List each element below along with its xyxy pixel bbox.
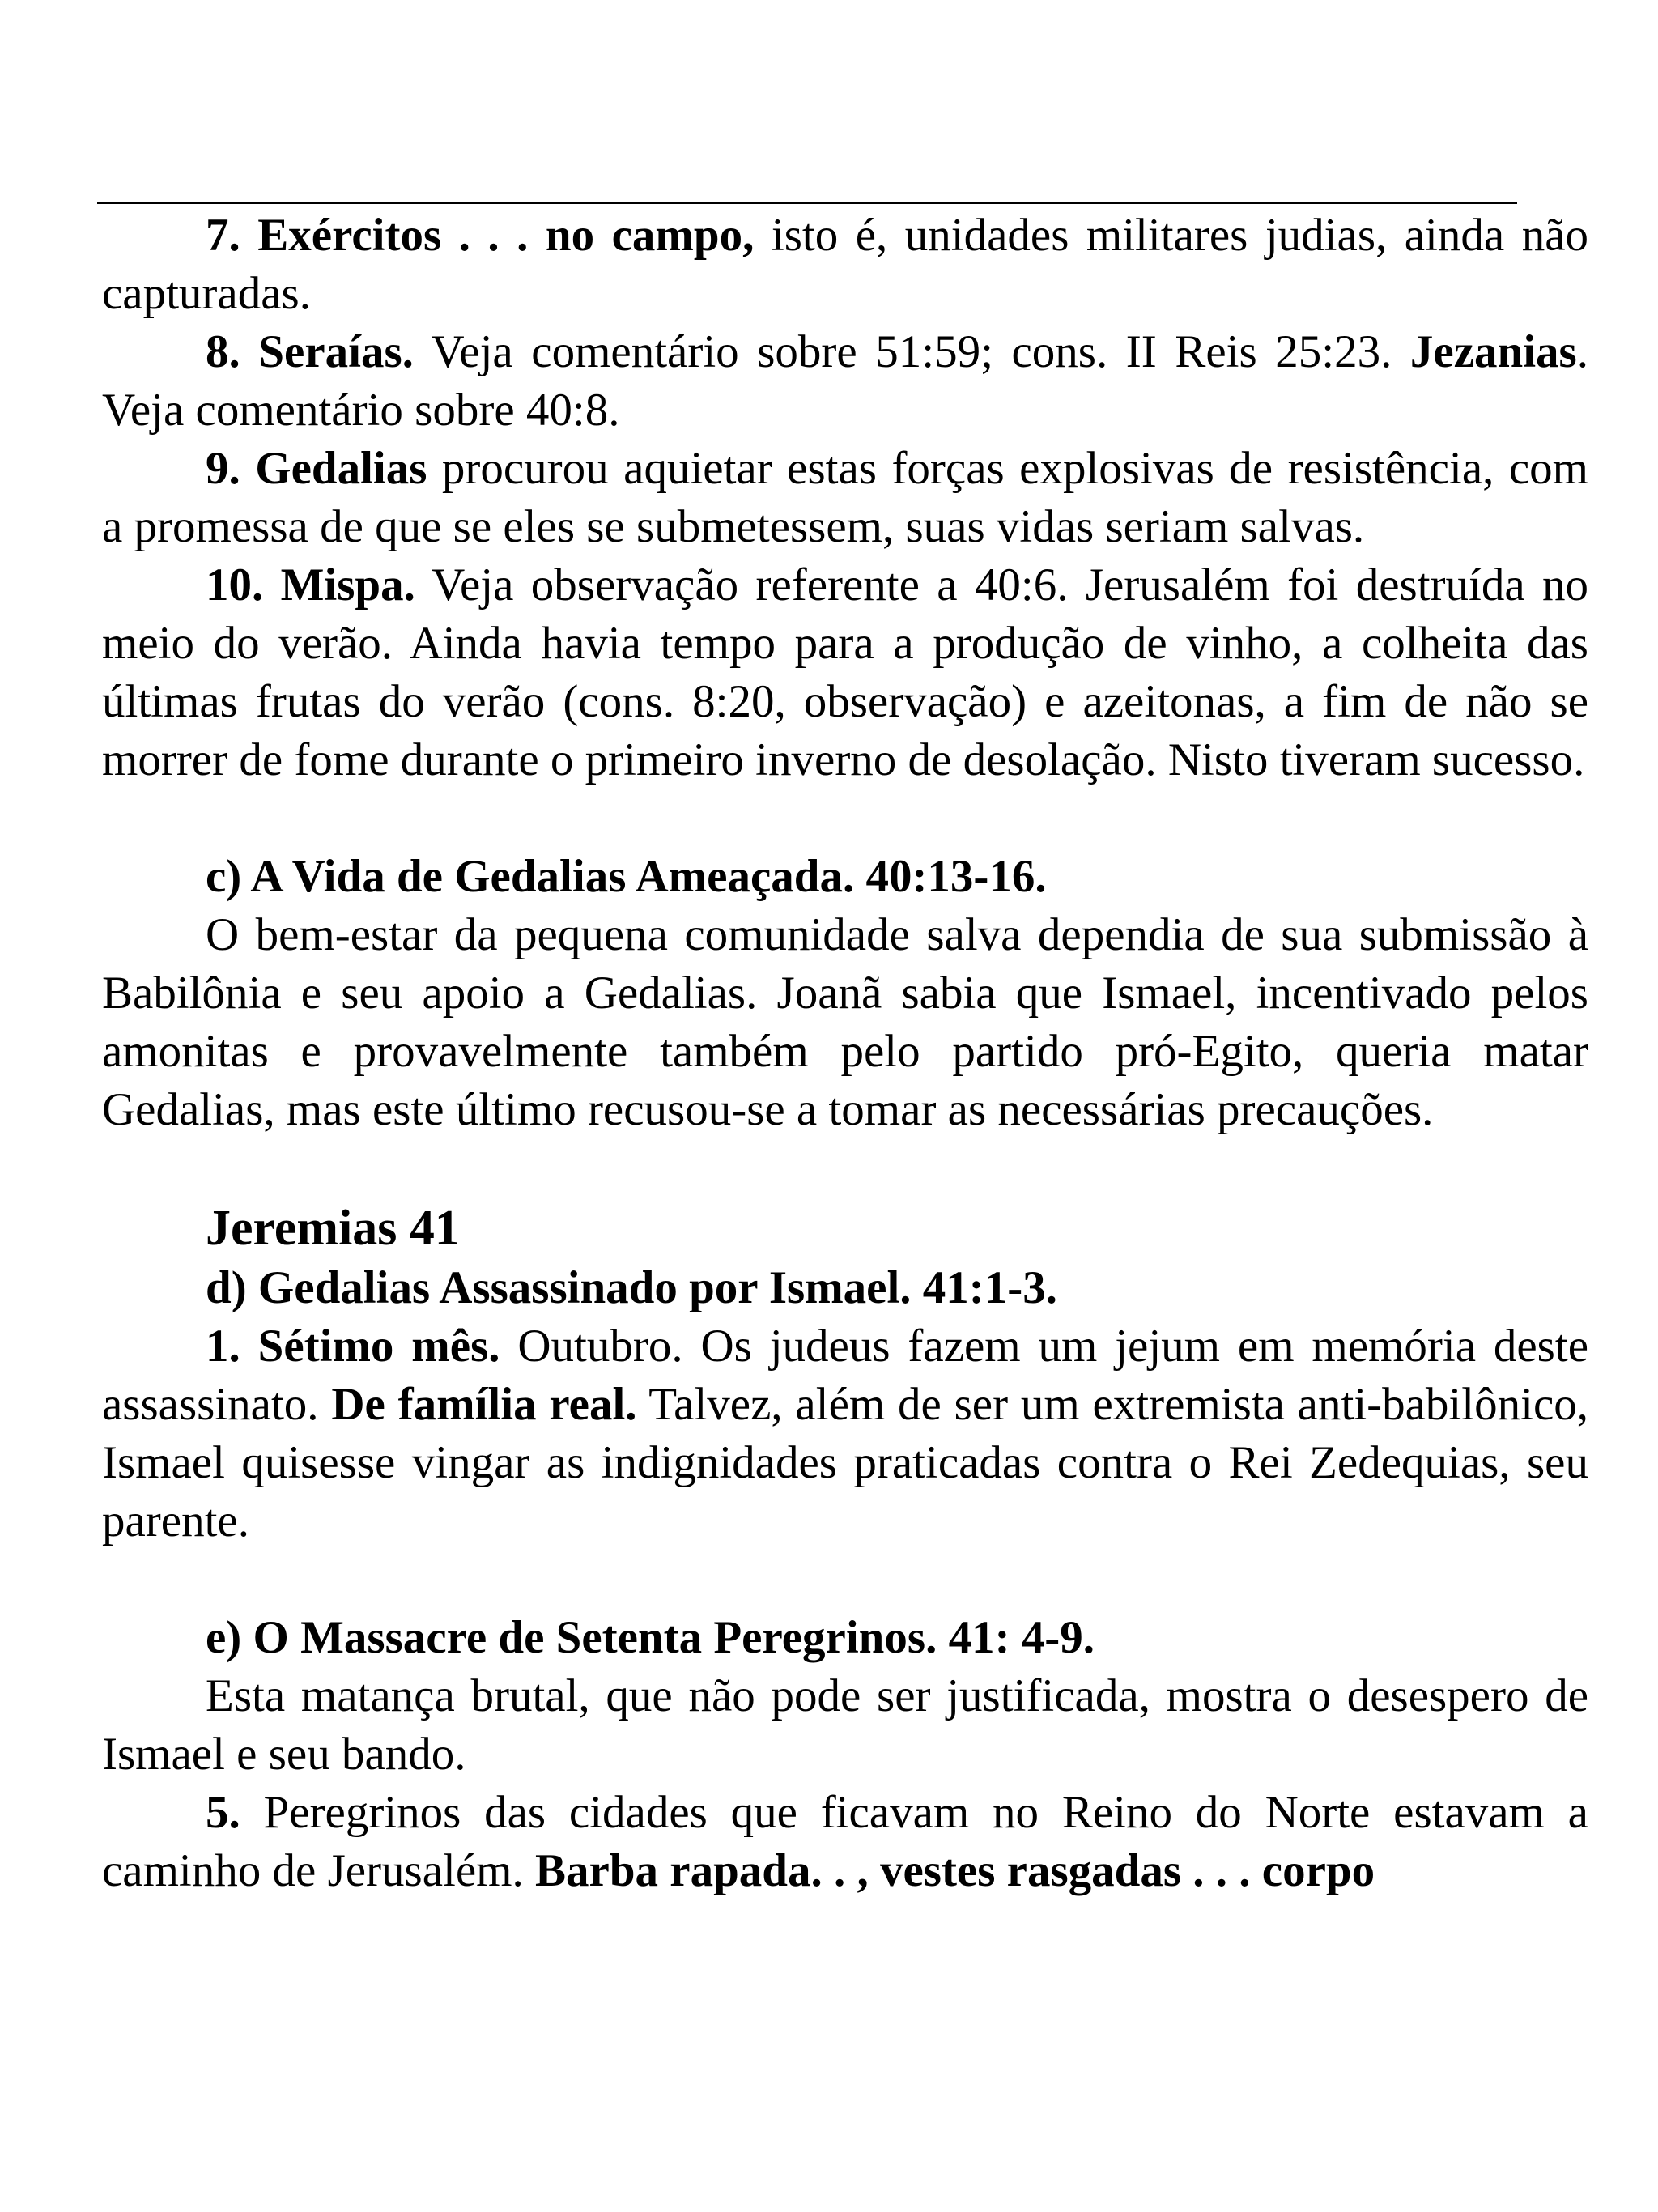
verse-text: Outubro. Os judeus fazem um jejum em memória deste assassinato. bbox=[102, 1321, 1588, 1430]
chapter-title: Jeremias 41 bbox=[206, 1201, 460, 1256]
section-e-verse-5 bbox=[102, 1784, 1588, 1900]
section-heading-c: c) A Vida de Gedalias Ameaçada. 40:13-16. bbox=[206, 851, 1047, 902]
spacer bbox=[102, 1551, 1588, 1609]
verse-text: isto é, unidades militares judias, ainda não capturadas. bbox=[102, 210, 1588, 319]
verse-text: Veja observação referente a 40:6. Jerusalém foi destruída no meio do verão. Ainda havia tempo para a produção de vinho, a colheita das últimas frutas do verão (cons. 8:20, observação) e azeitonas, a fim de não se morrer de fome durante o primeiro inverno de desolação. Nisto tiveram sucesso. bbox=[102, 559, 1588, 785]
verse-lead: 9. Gedalias bbox=[206, 443, 427, 494]
verse-lead-secondary: De família real. bbox=[331, 1379, 637, 1430]
paragraph-verse-10 bbox=[102, 556, 1588, 789]
paragraph-verse-8 bbox=[102, 323, 1588, 440]
verse-lead: 7. Exércitos . . . no campo, bbox=[206, 210, 755, 261]
verse-lead: 10. Mispa. bbox=[206, 559, 415, 610]
section-e-text: Esta matança brutal, que não pode ser justificada, mostra o desespero de Ismael e seu bando. bbox=[102, 1670, 1588, 1780]
verse-lead-secondary: Barba rapada. . , vestes rasgadas . . . corpo bbox=[535, 1845, 1375, 1896]
page-body bbox=[102, 206, 1588, 1900]
verse-text-secondary: . Veja comentário sobre 40:8. bbox=[102, 326, 1588, 436]
header-rule bbox=[97, 202, 1517, 204]
section-d-text bbox=[102, 1317, 1588, 1551]
section-heading-e: e) O Massacre de Setenta Peregrinos. 41: 4-9. bbox=[206, 1612, 1095, 1663]
verse-lead: 1. Sétimo mês. bbox=[206, 1321, 500, 1372]
paragraph-verse-7 bbox=[102, 206, 1588, 323]
verse-lead: 8. Seraías. bbox=[206, 326, 414, 377]
spacer bbox=[102, 789, 1588, 848]
section-heading-d: d) Gedalias Assassinado por Ismael. 41:1-3. bbox=[206, 1262, 1058, 1313]
paragraph-verse-9 bbox=[102, 440, 1588, 556]
verse-text: Peregrinos das cidades que ficavam no Reino do Norte estavam a caminho de Jerusalém. bbox=[102, 1787, 1588, 1896]
verse-lead: 5. bbox=[206, 1787, 240, 1838]
verse-text: procurou aquietar estas forças explosivas de resistência, com a promessa de que se eles se submetessem, suas vidas seriam salvas. bbox=[102, 443, 1588, 552]
verse-text-secondary: Talvez, além de ser um extremista anti-babilônico, Ismael quisesse vingar as indignidades praticadas contra o Rei Zedequias, seu parente. bbox=[102, 1379, 1588, 1546]
spacer bbox=[102, 1139, 1588, 1197]
verse-text: Veja comentário sobre 51:59; cons. II Reis 25:23. bbox=[413, 326, 1410, 377]
verse-lead-secondary: Jezanias bbox=[1409, 326, 1577, 377]
section-c-text: O bem-estar da pequena comunidade salva dependia de sua submissão à Babilônia e seu apoio a Gedalias. Joanã sabia que Ismael, incentivado pelos amonitas e provavelmente também pelo partido pró-Egito, queria matar Gedalias, mas este último recusou-se a tomar as necessárias precauções. bbox=[102, 909, 1588, 1135]
